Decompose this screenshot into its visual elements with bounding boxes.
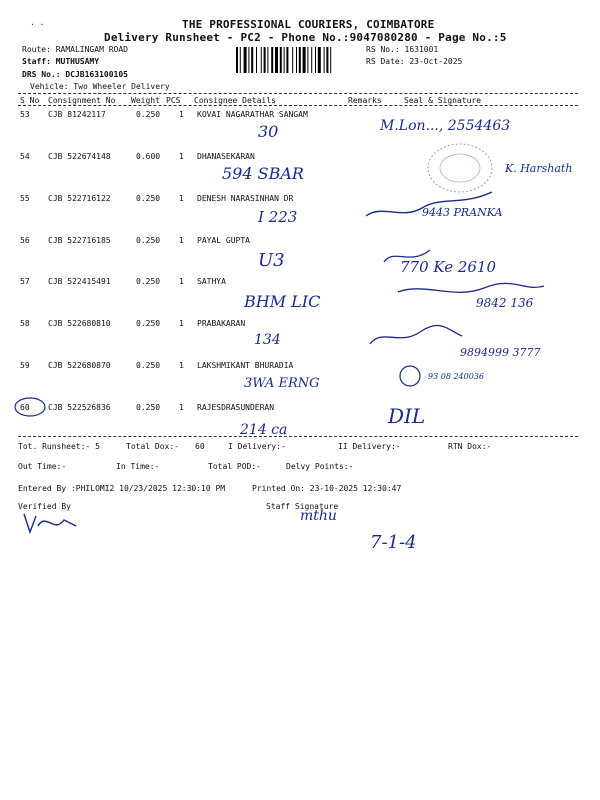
- row-pcs: 1: [179, 319, 184, 328]
- barcode: [236, 47, 360, 73]
- total-pod: Total POD:-: [208, 462, 261, 471]
- row-pcs: 1: [179, 152, 184, 161]
- tot-runsheet: Tot. Runsheet:- 5: [18, 442, 100, 451]
- signature-row60: DIL: [388, 404, 426, 428]
- handwriting-row54: 594 SBAR: [222, 164, 304, 183]
- row-consignment: CJB 522674148: [48, 152, 111, 161]
- handwriting-row59: 3WA ERNG: [244, 376, 320, 391]
- rs-date: RS Date: 23-Oct-2025: [366, 57, 463, 66]
- handwriting-row56: U3: [258, 250, 285, 271]
- row-pcs: 1: [179, 236, 184, 245]
- row-consignee: KOVAI NAGARATHAR SANGAM: [197, 110, 308, 119]
- row-pcs: 1: [179, 110, 184, 119]
- table-row: [0, 361, 600, 375]
- row-consignment: CJB 522716185: [48, 236, 111, 245]
- circled-row-mark: [12, 395, 48, 419]
- runsheet-title: Delivery Runsheet - PC2 - Phone No.:9047080280 - Page No.:5: [104, 31, 507, 44]
- row-weight: 0.600: [136, 152, 161, 161]
- signature-loop-row59: [396, 362, 426, 390]
- col-weight: Weight: [131, 96, 160, 105]
- signature-row59: 9894999 3777: [460, 346, 541, 359]
- verified-signature: [20, 508, 80, 536]
- row-consignee: DENESH NARASINHAN DR: [197, 194, 294, 203]
- row-sno: 54: [20, 152, 30, 161]
- staff-signature-hand: mthu: [300, 508, 337, 524]
- signature-scribble-row58: [366, 322, 466, 352]
- row-weight: 0.250: [136, 319, 161, 328]
- hand-number: 7-1-4: [370, 532, 417, 553]
- signature-row54: K. Harshath: [505, 162, 573, 175]
- table-row: [0, 236, 600, 250]
- rs-number: RS No.: 1631001: [366, 45, 439, 54]
- col-pcs: PCS: [166, 96, 181, 105]
- totals-divider: [18, 436, 578, 437]
- row-weight: 0.250: [136, 403, 161, 412]
- printed-on: Printed On: 23-10-2025 12:30:47: [252, 484, 402, 493]
- total-dox-value: 60: [195, 442, 205, 451]
- row-sno: 60: [20, 403, 30, 412]
- handwriting-row58: BHM LIC: [244, 292, 321, 311]
- total-dox-label: Total Dox:-: [126, 442, 179, 451]
- row-consignment: CJB 81242117: [48, 110, 106, 119]
- row-weight: 0.250: [136, 361, 161, 370]
- col-seal: Seal & Signature: [404, 96, 482, 105]
- vehicle-label: Vehicle: Two Wheeler Delivery: [30, 82, 170, 91]
- signature-row58: 9842 136: [476, 296, 534, 310]
- company-title: THE PROFESSIONAL COURIERS, COIMBATORE: [182, 18, 435, 31]
- row-sno: 58: [20, 319, 30, 328]
- row-consignee: RAJESDRASUNDERAN: [197, 403, 275, 412]
- col-remarks: Remarks: [348, 96, 382, 105]
- signature-row53: M.Lon..., 2554463: [380, 118, 511, 134]
- row-consignee: PAYAL GUPTA: [197, 236, 250, 245]
- handwriting-row60: 214 ca: [240, 422, 288, 438]
- corner-mark: . .: [30, 18, 45, 27]
- handwriting-row58b: 134: [254, 332, 281, 348]
- row-consignee: DHANASEKARAN: [197, 152, 255, 161]
- col-sno: S No: [20, 96, 40, 105]
- row-weight: 0.250: [136, 110, 161, 119]
- staff-label: Staff: MUTHUSAMY: [22, 57, 100, 66]
- handwriting-row55: I 223: [258, 208, 298, 226]
- row-pcs: 1: [179, 361, 184, 370]
- i-delivery: I Delivery:-: [228, 442, 286, 451]
- row-weight: 0.250: [136, 277, 161, 286]
- table-row: [0, 319, 600, 333]
- row-consignment: CJB 522415491: [48, 277, 111, 286]
- row-weight: 0.250: [136, 194, 161, 203]
- drs-label: DRS No.: DCJB163100105: [22, 70, 128, 79]
- signature-scribble-row55: [362, 186, 512, 226]
- row-pcs: 1: [179, 277, 184, 286]
- delvy-points: Delvy Points:-: [286, 462, 354, 471]
- row-consignment: CJB 522680810: [48, 319, 111, 328]
- in-time: In Time:-: [116, 462, 160, 471]
- route-label: Route: RAMALINGAM ROAD: [22, 45, 128, 54]
- table-row: [0, 403, 600, 417]
- row-consignment: CJB 522526836: [48, 403, 111, 412]
- row-sno: 59: [20, 361, 30, 370]
- row-consignment: CJB 522680870: [48, 361, 111, 370]
- row-pcs: 1: [179, 403, 184, 412]
- row-weight: 0.250: [136, 236, 161, 245]
- handwriting-row53: 30: [258, 122, 279, 141]
- header-divider-top: [18, 93, 578, 94]
- entered-by: Entered By :PHILOMI2 10/23/2025 12:30:10 PM: [18, 484, 226, 493]
- row-consignee: SATHYA: [197, 277, 226, 286]
- handwriting-row57: 770 Ke 2610: [400, 258, 497, 276]
- row-consignment: CJB 522716122: [48, 194, 111, 203]
- signature-row55: 9443 PRANKA: [422, 206, 503, 219]
- row-sno: 53: [20, 110, 30, 119]
- out-time: Out Time:-: [18, 462, 67, 471]
- column-headers: [0, 96, 600, 110]
- row-sno: 55: [20, 194, 30, 203]
- row-sno: 57: [20, 277, 30, 286]
- verified-by-label: Verified By: [18, 502, 71, 511]
- row-consignee: LAKSHMIKANT BHURADIA: [197, 361, 294, 370]
- rtn-dox: RTN Dox:-: [448, 442, 492, 451]
- header-divider-bottom: [18, 105, 578, 106]
- note-row59: 93 08 240036: [428, 372, 484, 381]
- col-consignee: Consignee Details: [194, 96, 276, 105]
- row-consignee: PRABAKARAN: [197, 319, 246, 328]
- staff-signature-label: Staff Signature: [266, 502, 339, 511]
- row-sno: 56: [20, 236, 30, 245]
- col-consignment: Consignment No: [48, 96, 116, 105]
- ii-delivery: II Delivery:-: [338, 442, 401, 451]
- row-pcs: 1: [179, 194, 184, 203]
